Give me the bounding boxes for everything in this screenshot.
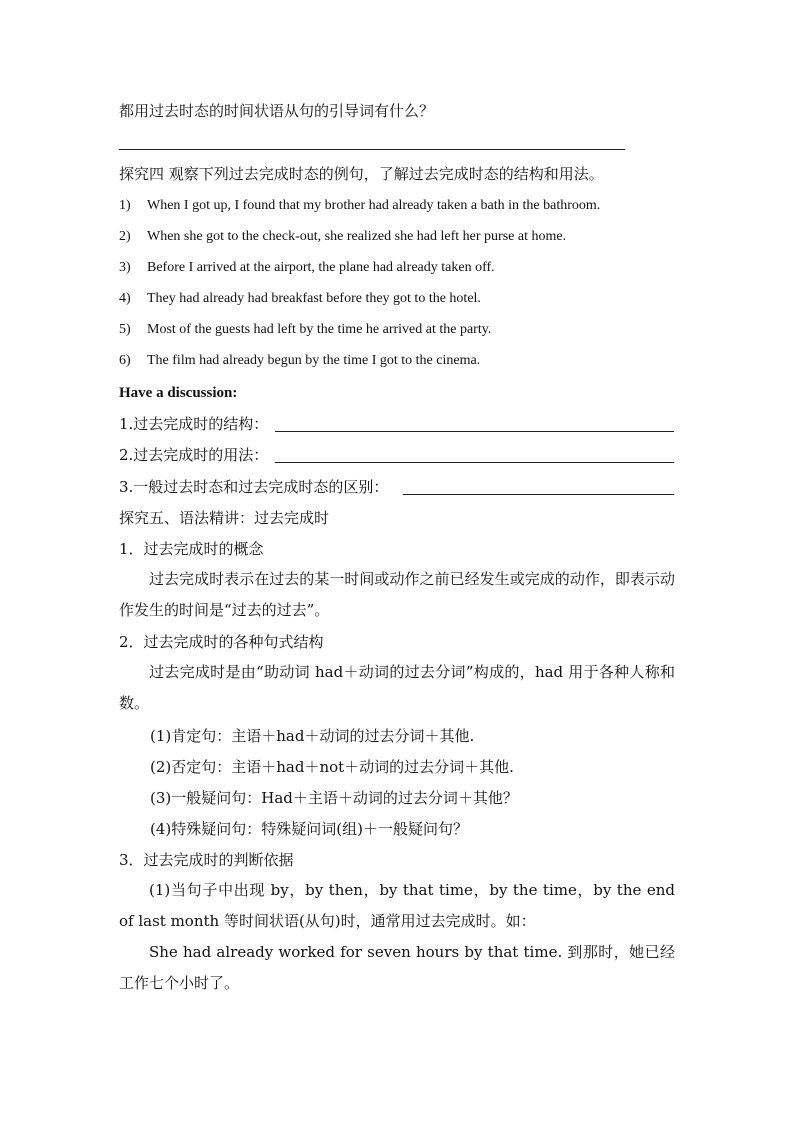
example-text: They had already had breakfast before they got to the hotel. <box>147 291 481 306</box>
example-number: 4) <box>119 291 131 306</box>
answer-blank-line <box>275 462 674 463</box>
section1-body: 过去完成时表示在过去的某一时间或动作之前已经发生或完成的动作，即表示动作发生的时间是“过去的过去”。 <box>119 570 675 619</box>
explore5-title: 探究五、语法精讲：过去完成时 <box>119 509 330 527</box>
section2-body: 过去完成时是由“助动词 had＋动词的过去分词”构成的，had 用于各种人称和数。 <box>119 663 675 712</box>
section3-title: 3．过去完成时的判断依据 <box>119 851 294 869</box>
answer-blank-line <box>119 149 625 150</box>
structure-affirmative: (1)肯定句：主语＋had＋动词的过去分词＋其他. <box>150 727 475 745</box>
example-2 <box>119 227 566 247</box>
example-number: 6) <box>119 353 131 368</box>
example-text: When I got up, I found that my brother had already taken a bath in the bathroom. <box>147 198 601 213</box>
discussion-item-2: 2.过去完成时的用法： <box>119 446 269 464</box>
example-text: Most of the guests had left by the time he arrived at the party. <box>147 322 492 337</box>
question-past-simple: 都用过去时态的时间状语从句的引导词有什么？ <box>119 102 435 120</box>
example-1 <box>119 196 600 216</box>
example-number: 3) <box>119 260 131 275</box>
section1-title: 1．过去完成时的概念 <box>119 540 264 558</box>
example-text: When she got to the check-out, she realized she had left her purse at home. <box>147 229 567 244</box>
section3-example: She had already worked for seven hours by that time. 到那时，她已经工作七个小时了。 <box>119 943 675 992</box>
example-6 <box>119 351 480 371</box>
example-text: Before I arrived at the airport, the plane had already taken off. <box>147 260 495 275</box>
answer-blank-line <box>275 431 674 432</box>
explore4-title: 探究四 观察下列过去完成时态的例句，了解过去完成时态的结构和用法。 <box>119 165 604 183</box>
section3-body: (1)当句子中出现 by，by then，by that time，by the time，by the end of last month 等时间状语(从句)时，通常用过去完成时。如： <box>119 881 675 930</box>
example-text: The film had already begun by the time I got to the cinema. <box>147 353 481 368</box>
section2-title: 2．过去完成时的各种句式结构 <box>119 633 324 651</box>
discussion-item-3: 3.一般过去时态和过去完成时态的区别： <box>119 478 389 496</box>
example-3 <box>119 258 495 278</box>
discussion-item-1: 1.过去完成时的结构： <box>119 415 269 433</box>
example-number: 1) <box>119 198 131 213</box>
structure-negative: (2)否定句：主语＋had＋not＋动词的过去分词＋其他. <box>150 758 514 776</box>
example-4 <box>119 289 481 309</box>
structure-wh-question: (4)特殊疑问句：特殊疑问词(组)＋一般疑问句？ <box>150 820 468 838</box>
example-5 <box>119 320 491 340</box>
example-number: 2) <box>119 229 131 244</box>
answer-blank-line <box>403 494 674 495</box>
structure-yes-no-question: (3)一般疑问句：Had＋主语＋动词的过去分词＋其他？ <box>150 789 518 807</box>
example-number: 5) <box>119 322 131 337</box>
discussion-title: Have a discussion: <box>119 385 238 401</box>
